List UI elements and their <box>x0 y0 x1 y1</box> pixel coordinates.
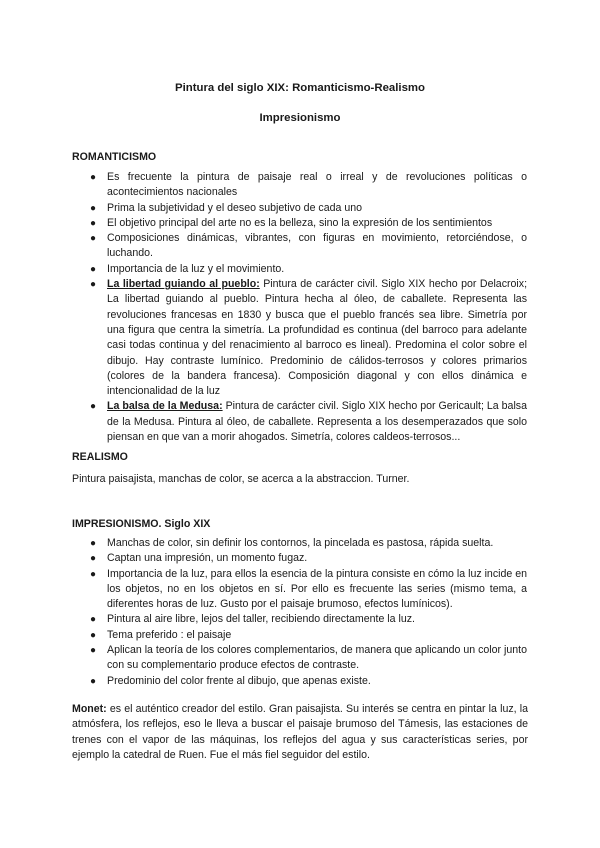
medusa-text: Pintura de carácter civil. Siglo XIX hecho por Gericault; La balsa de la Medusa. Pintura al óleo, de caballete. Representa a los desemperazados que solo piensan en que van a morir ahogados. Simetría, colores caldeos-terrosos... <box>107 400 527 444</box>
impresionismo-list <box>0 536 600 689</box>
bullet-icon: ● <box>90 217 97 229</box>
bullet-icon: ● <box>90 202 97 214</box>
libertad-text: Pintura de carácter civil. Siglo XIX hecho por Delacroix; La libertad guiando al pueblo. Pintura hecha al óleo, de caballete. Representa las revoluciones francesas en 1830 y busca que el pueblo francés sea libre. Simetría por una figura que centra la simetría. La profundidad es continua (del barroco para adelante casi todas continua y del renacimiento al barroco es lineal). Predomina el color sobre el dibujo. Hay contraste lumínico. Predominio de cálidos-terrosos y colores primarios (colores de la bandera francesa). Composición diagonal y con ellos dinámica e intencionalidad de la luz <box>107 278 528 398</box>
list-item: ● Aplican la teoría de los colores complementarios, de manera que aplicando un color junto con su complementario produce efectos de contraste. <box>90 644 527 672</box>
list-item-medusa <box>0 399 527 445</box>
list-item: ● Predominio del color frente al dibujo, que apenas existe. <box>0 674 527 689</box>
list-item: ● Importancia de la luz, para ellos la esencia de la pintura consiste en cómo la luz incide en los objetos, no en los objetos en sí. Por ello es frecuente las series (mismo tema, a diferentes horas de luz. Gusto por el paisaje brumoso, efectos lumínicos). <box>90 567 527 611</box>
monet-paragraph <box>72 702 528 763</box>
bullet-icon: ● <box>90 233 97 245</box>
list-item: ● El objetivo principal del arte no es la belleza, sino la expresión de los sentimientos <box>0 216 527 231</box>
libertad-label: La libertad guiando al pueblo: <box>107 278 260 291</box>
title-block <box>0 80 600 126</box>
list-item: ● Captan una impresión, un momento fugaz. <box>0 551 527 566</box>
list-item: ● Es frecuente la pintura de paisaje real o irreal y de revoluciones políticas o acontecimientos nacionales <box>90 171 527 199</box>
bullet-icon: ● <box>90 401 97 413</box>
list-item: ● Pintura al aire libre, lejos del taller, recibiendo directamente la luz. <box>0 612 527 627</box>
romanticismo-heading: ROMANTICISMO <box>72 151 157 163</box>
list-item: ● Prima la subjetividad y el deseo subjetivo de cada uno <box>0 201 527 216</box>
bullet-icon: ● <box>90 568 97 580</box>
monet-text: es el auténtico creador del estilo. Gran paisajista. Su interés se centra en pintar la luz, la atmósfera, los reflejos, eso le lleva a buscar el paisaje brumoso del Támesis, las estaciones de trenes con el vapor de las máquinas, los reflejos del agua y sus características series, por ejemplo la catedral de Ruen. Fue el más fiel seguidor del estilo. <box>72 703 528 761</box>
bullet-icon: ● <box>90 629 97 641</box>
bullet-icon: ● <box>90 675 97 687</box>
document-title: Pintura del siglo XIX: Romanticismo-Realismo <box>174 82 425 94</box>
list-item: ● Manchas de color, sin definir los contornos, la pincelada es pastosa, rápida suelta. <box>0 536 527 551</box>
bullet-icon: ● <box>90 263 97 275</box>
bullet-icon: ● <box>90 614 97 626</box>
bullet-icon: ● <box>90 538 97 549</box>
list-item: ● Importancia de la luz y el movimiento. <box>0 262 527 277</box>
bullet-icon: ● <box>90 645 97 657</box>
document-subtitle: Impresionismo <box>259 112 341 124</box>
bullet-icon: ● <box>90 172 97 183</box>
realismo-heading: REALISMO <box>72 451 128 463</box>
monet-label: Monet: <box>72 703 107 715</box>
list-item: ● Tema preferido : el paisaje <box>0 628 527 643</box>
impresionismo-heading: IMPRESIONISMO. Siglo XIX <box>72 518 211 530</box>
medusa-label: La balsa de la Medusa: <box>107 400 223 413</box>
romanticismo-list <box>0 170 600 445</box>
bullet-icon: ● <box>90 279 97 291</box>
realismo-text: Pintura paisajista, manchas de color, se acerca a la abstraccion. Turner. <box>72 473 410 485</box>
bullet-icon: ● <box>90 553 97 565</box>
list-item: ● Composiciones dinámicas, vibrantes, con figuras en movimiento, retorciéndose, o luchando. <box>90 232 527 260</box>
list-item-libertad <box>0 277 527 399</box>
